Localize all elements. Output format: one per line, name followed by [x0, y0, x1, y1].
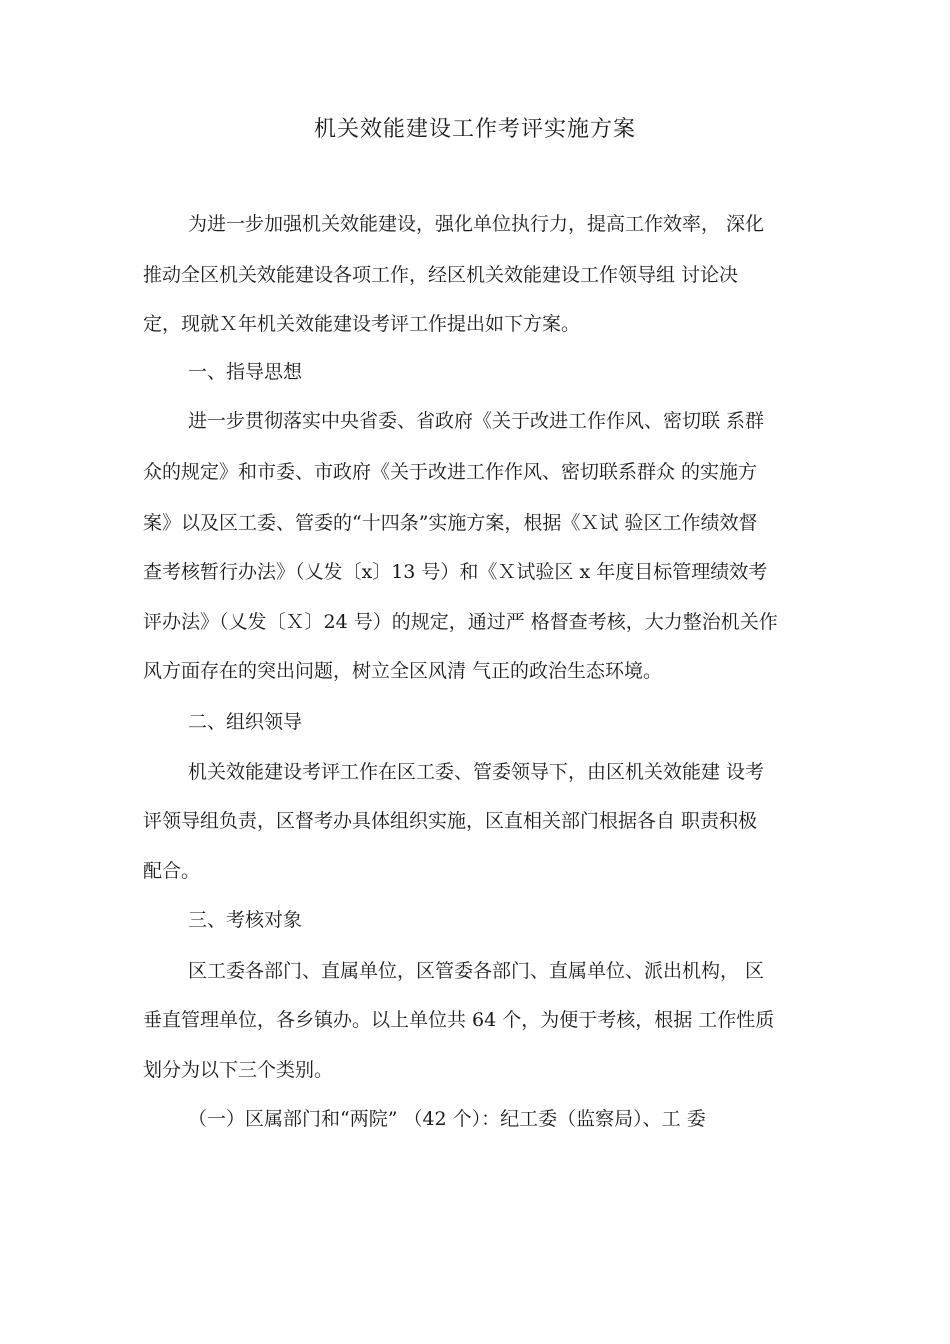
paragraph-line: 评领导组负责，区督考办具体组织实施，区直相关部门根据各自 职责积极 — [143, 810, 758, 832]
paragraph-line: 配合。 — [143, 860, 201, 882]
paragraph-line: 案》以及区工委、管委的“十四条”实施方案，根据《Ｘ试 验区工作绩效督 — [143, 512, 758, 534]
document-title: 机关效能建设工作考评实施方案 — [313, 117, 636, 142]
section-heading: 一、指导思想 — [188, 361, 303, 383]
paragraph-line: （一）区属部门和“两院” （42 个）：纪工委（监察局）、工 委 — [188, 1108, 706, 1130]
paragraph-line: 推动全区机关效能建设各项工作，经区机关效能建设工作领导组 讨论决 — [143, 264, 739, 286]
paragraph-line: 区工委各部门、直属单位，区管委各部门、直属单位、派出机构， 区 — [188, 960, 765, 982]
paragraph-line: 众的规定》和市委、市政府《关于改进工作作风、密切联系群众 的实施方 — [143, 461, 758, 483]
paragraph-line: 风方面存在的突出问题，树立全区风清 气正的政治生态环境。 — [143, 660, 663, 682]
paragraph-line: 评办法》（乂发〔Ｘ〕24 号）的规定，通过严 格督查考核，大力整治机关作 — [143, 611, 778, 633]
paragraph-line: 查考核暂行办法》（乂发〔x〕13 号）和《Ｘ试验区 x 年度目标管理绩效考 — [143, 561, 768, 583]
paragraph-line: 垂直管理单位，各乡镇办。以上单位共 64 个，为便于考核，根据 工作性质 — [143, 1009, 775, 1031]
paragraph-line: 划分为以下三个类别。 — [143, 1059, 334, 1081]
paragraph-line: 为进一步加强机关效能建设，强化单位执行力，提高工作效率， 深化 — [188, 213, 765, 235]
section-heading: 二、组织领导 — [188, 711, 303, 733]
section-heading: 三、考核对象 — [188, 909, 303, 931]
paragraph-line: 定，现就Ｘ年机关效能建设考评工作提出如下方案。 — [143, 313, 581, 335]
paragraph-line: 进一步贯彻落实中央省委、省政府《关于改进工作作风、密切联 系群 — [188, 410, 765, 432]
paragraph-line: 机关效能建设考评工作在区工委、管委领导下，由区机关效能建 设考 — [188, 761, 765, 783]
